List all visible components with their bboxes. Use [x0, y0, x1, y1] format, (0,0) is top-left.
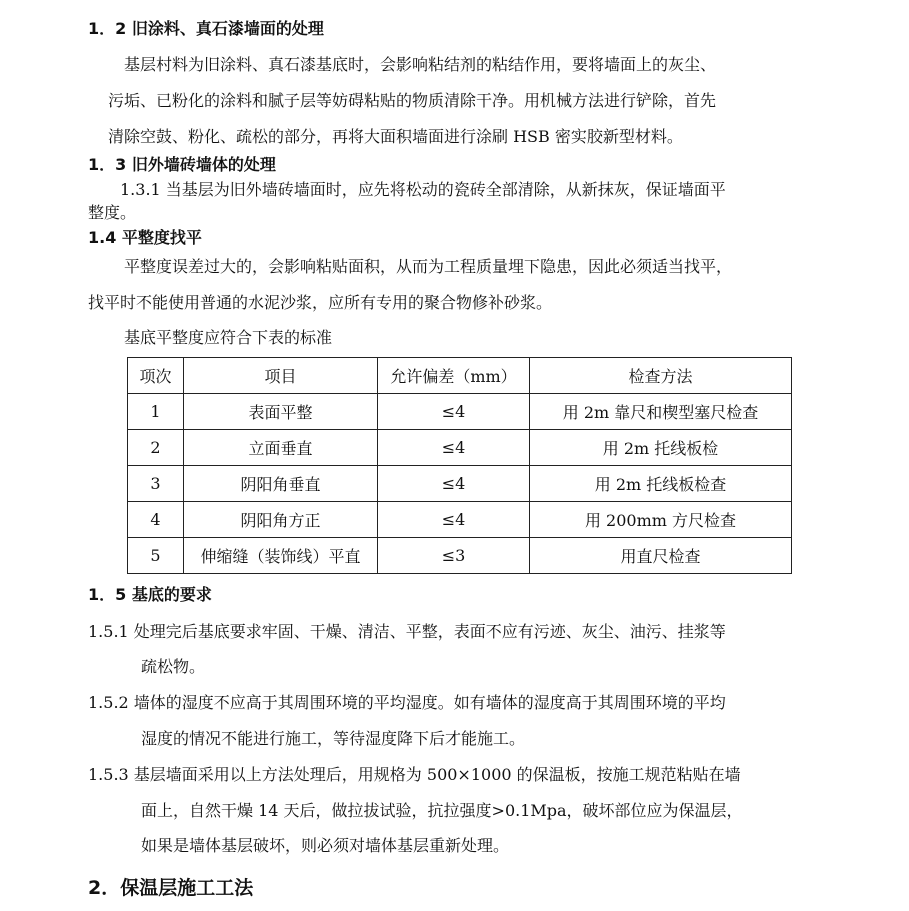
paragraph-line: 平整度误差过大的，会影响粘贴面积，从而为工程质量埋下隐患，因此必须适当找平， — [124, 257, 733, 276]
table-row — [128, 430, 792, 466]
table-cell: 用直尺检查 — [530, 538, 792, 574]
table-cell: 5 — [128, 538, 184, 574]
header-cell: 检查方法 — [530, 358, 792, 394]
list-item: 1.5.2 墙体的湿度不应高于其周围环境的平均湿度。如有墙体的湿度高于其周围环境的平均 — [88, 693, 726, 712]
table-row — [128, 466, 792, 502]
table-row — [128, 502, 792, 538]
paragraph-line: 1.3.1 当基层为旧外墙砖墙面时，应先将松动的瓷砖全部清除，从新抹灰，保证墙面平 — [120, 180, 726, 199]
heading-1-2: 1．2 旧涂料、真石漆墙面的处理 — [88, 19, 324, 38]
list-item: 1.5.1 处理完后基底要求牢固、干燥、清洁、平整，表面不应有污迹、灰尘、油污、挂浆等 — [88, 622, 726, 641]
paragraph-line: 污垢、已粉化的涂料和腻子层等妨碍粘贴的物质清除干净。用机械方法进行铲除，首先 — [108, 91, 717, 110]
table-cell: 表面平整 — [184, 394, 378, 430]
table-cell: 3 — [128, 466, 184, 502]
paragraph-line: 基层村料为旧涂料、真石漆基底时，会影响粘结剂的粘结作用，要将墙面上的灰尘、 — [124, 55, 717, 74]
heading-1-3: 1．3 旧外墙砖墙体的处理 — [88, 155, 276, 174]
table-cell: 用 2m 托线板检查 — [530, 466, 792, 502]
table-row — [128, 538, 792, 574]
heading-1-5: 1．5 基底的要求 — [88, 585, 212, 604]
table-cell: 用 200mm 方尺检查 — [530, 502, 792, 538]
flatness-standard-table — [127, 357, 792, 574]
table-cell: 用 2m 靠尺和楔型塞尺检查 — [530, 394, 792, 430]
table-cell: 4 — [128, 502, 184, 538]
list-item: 1.5.3 基层墙面采用以上方法处理后，用规格为 500×1000 的保温板，按施工规范粘贴在墙 — [88, 765, 741, 784]
header-cell: 项次 — [128, 358, 184, 394]
table-cell: 1 — [128, 394, 184, 430]
table-cell: 立面垂直 — [184, 430, 378, 466]
header-cell: 项目 — [184, 358, 378, 394]
table-cell: 阴阳角垂直 — [184, 466, 378, 502]
table-cell: ≤4 — [378, 502, 530, 538]
heading-2: 2．保温层施工工法 — [88, 877, 254, 899]
table-cell: 用 2m 托线板检 — [530, 430, 792, 466]
table-row — [128, 394, 792, 430]
list-item-continuation: 面上，自然干燥 14 天后，做拉拔试验，抗拉强度>0.1Mpa，破坏部位应为保温层， — [141, 801, 743, 820]
list-item-continuation: 湿度的情况不能进行施工，等待湿度降下后才能施工。 — [141, 729, 526, 748]
table-header-row — [128, 358, 792, 394]
table-cell: 伸缩缝（装饰线）平直 — [184, 538, 378, 574]
paragraph-line: 找平时不能使用普通的水泥沙浆，应所有专用的聚合物修补砂浆。 — [88, 293, 553, 312]
table-cell: ≤4 — [378, 430, 530, 466]
table-cell: 阴阳角方正 — [184, 502, 378, 538]
table-cell: ≤3 — [378, 538, 530, 574]
paragraph-line: 清除空鼓、粉化、疏松的部分，再将大面积墙面进行涂刷 HSB 密实胶新型材料。 — [108, 127, 683, 146]
table-caption: 基底平整度应符合下表的标准 — [124, 328, 333, 347]
paragraph-line: 整度。 — [88, 203, 137, 222]
table-cell: ≤4 — [378, 466, 530, 502]
heading-1-4: 1.4 平整度找平 — [88, 228, 202, 247]
list-item-continuation: 疏松物。 — [141, 657, 206, 676]
table-cell: 2 — [128, 430, 184, 466]
table-cell: ≤4 — [378, 394, 530, 430]
list-item-continuation: 如果是墙体基层破坏，则必须对墙体基层重新处理。 — [141, 836, 510, 855]
header-cell: 允许偏差（mm） — [378, 358, 530, 394]
